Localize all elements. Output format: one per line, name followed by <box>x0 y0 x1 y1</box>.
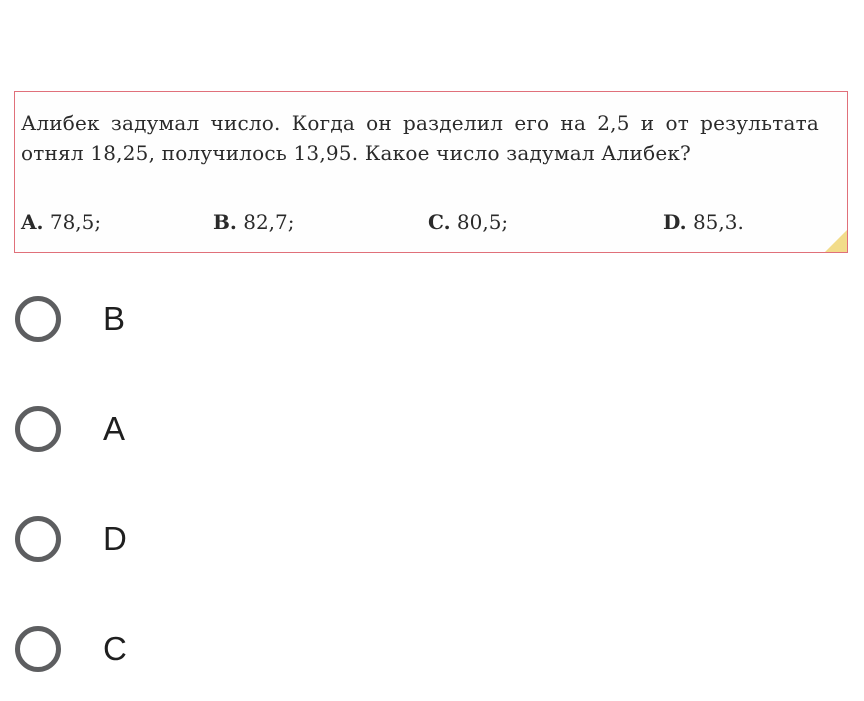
radio-button[interactable] <box>15 406 61 452</box>
question-card <box>14 91 848 253</box>
question-text: Алибек задумал число. Когда он разделил его на 2,5 и от результата отнял 18,25, получилось 13,95. Какое число задумал Алибек? <box>21 111 819 165</box>
option-a[interactable] <box>14 404 314 464</box>
radio-button[interactable] <box>15 626 61 672</box>
answer-value: 82,7; <box>243 210 295 234</box>
answer-value: 78,5; <box>49 210 102 234</box>
radio-button[interactable] <box>15 516 61 562</box>
option-c[interactable] <box>14 624 314 684</box>
answer-value: 85,3. <box>692 210 744 234</box>
option-d[interactable] <box>14 514 314 574</box>
option-label: B <box>103 300 126 337</box>
option-label: D <box>103 520 127 557</box>
answer-choice-b <box>213 207 295 237</box>
answer-letter: C. <box>428 210 451 234</box>
answer-choice-a <box>21 207 101 237</box>
radio-button[interactable] <box>15 296 61 342</box>
option-label: C <box>103 630 127 667</box>
corner-fold-decoration <box>825 230 847 252</box>
option-label: A <box>103 410 126 447</box>
answer-choice-c <box>428 207 508 237</box>
answer-letter: A. <box>21 210 44 234</box>
answer-letter: D. <box>663 210 687 234</box>
answer-value: 80,5; <box>456 210 509 234</box>
answer-choice-d <box>663 207 744 237</box>
answer-letter: B. <box>213 210 237 234</box>
answer-choices <box>21 207 821 237</box>
option-b[interactable] <box>14 294 314 354</box>
